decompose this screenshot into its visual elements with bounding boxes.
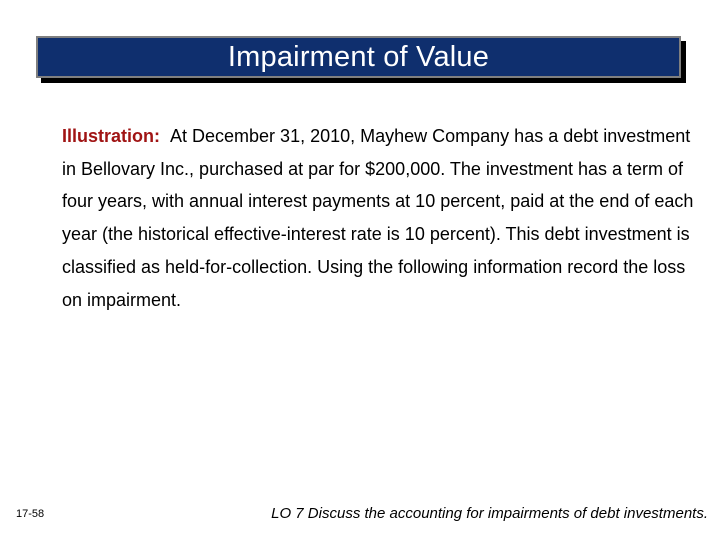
illustration-text: At December 31, 2010, Mayhew Company has a debt investment in Bellovary Inc., purchased at par for $200,000. The investment has a term of four years, with annual interest payments at 10 percent, paid at the end of each year (the historical effective-interest rate is 10 percent). This debt investment is classified as held-for-collection. Using the following information record the loss on impairment. [62,126,694,310]
illustration-label: Illustration: [62,126,160,146]
slide-title: Impairment of Value [227,40,490,73]
illustration-paragraph [62,120,702,316]
slide-title-banner [36,36,681,78]
learning-objective: LO 7 Discuss the accounting for impairments of debt investments. [271,505,708,522]
slide-number: 17-58 [16,508,45,520]
